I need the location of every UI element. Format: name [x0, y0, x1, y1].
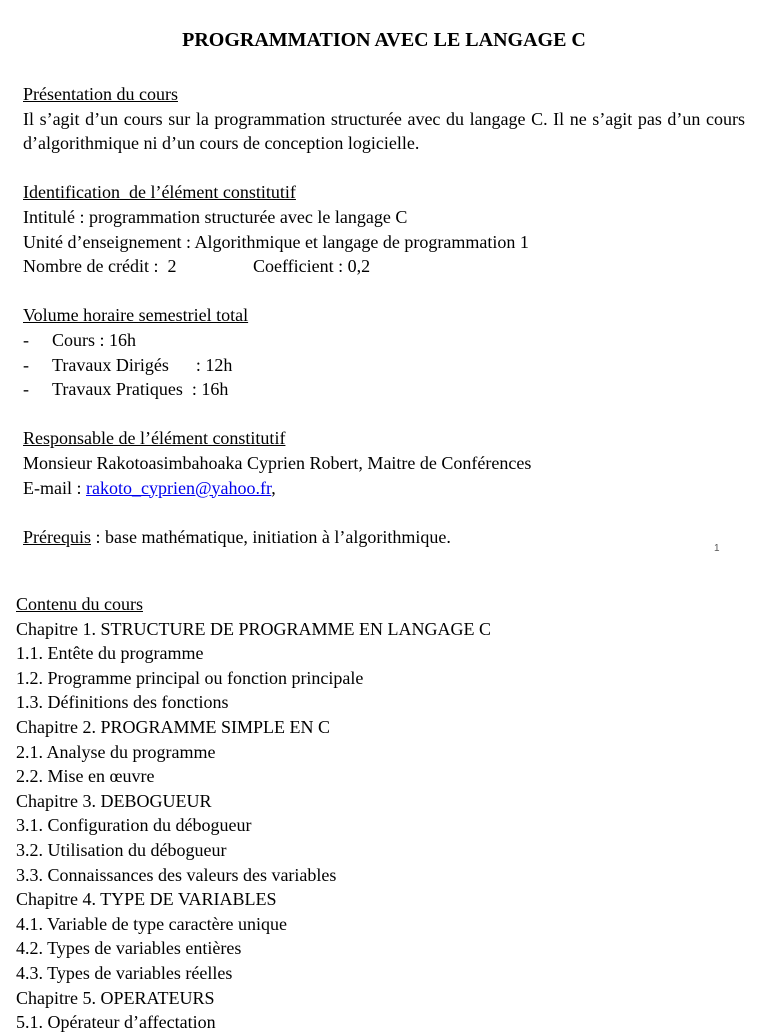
contenu-heading: Contenu du cours [16, 594, 143, 614]
credit-line [23, 254, 745, 279]
email-line [23, 476, 745, 501]
content-line: 4.2. Types de variables entières [16, 938, 242, 959]
content-line: 3.2. Utilisation du débogueur [16, 839, 227, 860]
content-line: 5.1. Opérateur d’affectation [16, 1012, 216, 1033]
list-item-label: Travaux Pratiques : 16h [52, 379, 229, 400]
content-line: 2.2. Mise en œuvre [16, 766, 155, 787]
content-line: Chapitre 3. DEBOGUEUR [16, 790, 212, 811]
list-item [23, 377, 745, 402]
content-line: 4.1. Variable de type caractère unique [16, 913, 288, 934]
presentation-heading: Présentation du cours [23, 84, 178, 104]
list-dash: - [23, 329, 29, 350]
intitule-line: Intitulé : programmation structurée avec le langage C [23, 206, 408, 227]
list-dash: - [23, 354, 29, 375]
content-line: Chapitre 4. TYPE DE VARIABLES [16, 889, 277, 910]
content-line: 1.3. Définitions des fonctions [16, 692, 229, 713]
identification-heading: Identification de l’élément constitutif [23, 182, 296, 203]
content-line: 1.2. Programme principal ou fonction principale [16, 667, 364, 688]
responsable-heading: Responsable de l’élément constitutif [23, 428, 286, 449]
content-line: Chapitre 2. PROGRAMME SIMPLE EN C [16, 716, 331, 737]
email-link[interactable]: rakoto_cyprien@yahoo.fr [85, 477, 272, 498]
list-item-label: Cours : 16h [52, 329, 137, 350]
content-line: 4.3. Types de variables réelles [16, 962, 233, 983]
list-item [23, 353, 745, 378]
list-dash: - [23, 379, 29, 400]
prerequis-text: : base mathématique, initiation à l’algorithmique. [90, 526, 451, 547]
list-item [23, 328, 745, 353]
content-line: 3.1. Configuration du débogueur [16, 815, 252, 836]
course-content-block [16, 592, 756, 1035]
content-line: 3.3. Connaissances des valeurs des variables [16, 864, 337, 885]
page-number: 1 [714, 543, 720, 554]
responsable-name: Monsieur Rakotoasimbahoaka Cyprien Robert, Maitre de Conférences [23, 452, 532, 473]
content-line: 1.1. Entête du programme [16, 643, 204, 664]
content-line: Chapitre 5. OPERATEURS [16, 987, 215, 1008]
prerequis-line [23, 525, 745, 550]
volume-heading: Volume horaire semestriel total [23, 305, 249, 326]
credit-value: Nombre de crédit : 2 [23, 256, 177, 277]
presentation-text: Il s’agit d’un cours sur la programmation structurée avec du langage C. Il ne s’agit pas d’un cours d’algorithmique ni d’un cours de conception logicielle. [23, 108, 745, 154]
coefficient-value: Coefficient : 0,2 [253, 256, 371, 277]
unite-line: Unité d’enseignement : Algorithmique et langage de programmation 1 [23, 231, 529, 252]
content-line: 2.1. Analyse du programme [16, 741, 216, 762]
document-title: PROGRAMMATION AVEC LE LANGAGE C [182, 29, 586, 51]
prerequis-label: Prérequis [23, 526, 91, 547]
course-info-block [23, 82, 745, 549]
list-item-label: Travaux Dirigés : 12h [52, 354, 233, 375]
content-line: Chapitre 1. STRUCTURE DE PROGRAMME EN LANGAGE C [16, 618, 491, 639]
email-suffix: , [271, 477, 276, 498]
email-label: E-mail : [23, 477, 86, 498]
